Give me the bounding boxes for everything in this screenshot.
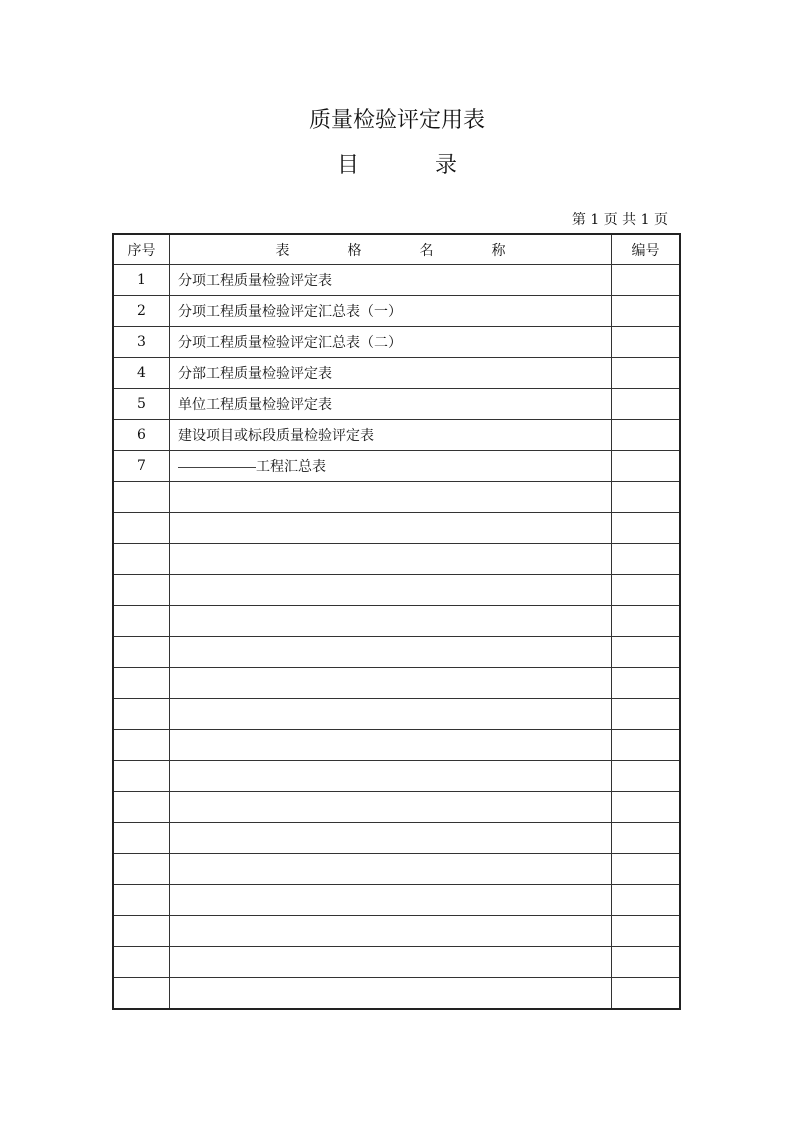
row-index: 1 [113,265,170,296]
table-row-empty [113,854,680,885]
row-index [113,947,170,978]
row-code [612,823,681,854]
subtitle-char: 录 [435,153,458,178]
row-name [170,265,612,296]
row-name-text: 分项工程质量检验评定汇总表（二） [178,335,402,351]
row-name [170,978,612,1010]
row-index [113,730,170,761]
row-code [612,730,681,761]
table-row-empty [113,730,680,761]
row-index [113,575,170,606]
row-index [113,792,170,823]
row-name [170,389,612,420]
row-name-text: 分项工程质量检验评定汇总表（一） [178,304,402,320]
row-index: 3 [113,327,170,358]
row-name-text: 分部工程质量检验评定表 [178,366,332,382]
header-name-char: 表 [275,242,290,259]
row-code [612,327,681,358]
row-code [612,296,681,327]
header-name-char: 名 [419,242,434,259]
row-name [170,668,612,699]
header-name-char: 格 [347,242,362,259]
table-row [113,389,680,420]
table-row [113,420,680,451]
table-row-empty [113,575,680,606]
table-row-empty [113,606,680,637]
row-name [170,885,612,916]
table-row [113,265,680,296]
row-name [170,296,612,327]
row-index [113,978,170,1010]
row-name [170,575,612,606]
row-index [113,854,170,885]
row-index [113,606,170,637]
header-index: 序号 [113,234,170,265]
row-code [612,947,681,978]
row-code [612,482,681,513]
table-row [113,327,680,358]
row-index [113,916,170,947]
contents-table [112,233,681,1010]
row-name-text: 分项工程质量检验评定表 [178,273,332,289]
row-code [612,978,681,1010]
row-name-text: 工程汇总表 [256,459,326,475]
row-name [170,482,612,513]
row-code [612,792,681,823]
row-name [170,761,612,792]
row-name [170,637,612,668]
row-index: 4 [113,358,170,389]
row-index: 7 [113,451,170,482]
row-code [612,544,681,575]
row-name [170,451,612,482]
table-row-empty [113,947,680,978]
row-code [612,916,681,947]
row-code [612,854,681,885]
table-row-empty [113,885,680,916]
header-name-char: 称 [491,242,506,259]
table-row-empty [113,482,680,513]
row-code [612,885,681,916]
row-name-text: 单位工程质量检验评定表 [178,397,332,413]
table-row-empty [113,544,680,575]
row-name [170,606,612,637]
row-name [170,947,612,978]
row-index [113,885,170,916]
row-code [612,606,681,637]
row-index [113,699,170,730]
subtitle-char: 目 [336,153,359,178]
row-index: 6 [113,420,170,451]
table-row-empty [113,668,680,699]
row-name [170,823,612,854]
row-index [113,544,170,575]
row-name [170,730,612,761]
header-code: 编号 [612,234,681,265]
row-code [612,575,681,606]
row-name [170,358,612,389]
table-row-empty [113,699,680,730]
row-name [170,699,612,730]
row-name-text: 建设项目或标段质量检验评定表 [178,428,374,444]
row-index [113,823,170,854]
row-index: 5 [113,389,170,420]
table-row-empty [113,978,680,1010]
document-title: 质量检验评定用表 [308,108,485,133]
row-index [113,513,170,544]
row-code [612,513,681,544]
table-row [113,296,680,327]
table-row-empty [113,637,680,668]
row-name [170,513,612,544]
table-row-empty [113,513,680,544]
row-index: 2 [113,296,170,327]
row-name [170,327,612,358]
table-row-empty [113,792,680,823]
row-code [612,761,681,792]
row-code [612,637,681,668]
row-code [612,699,681,730]
row-index [113,482,170,513]
table-row-empty [113,823,680,854]
row-index [113,761,170,792]
table-header-row [113,234,680,265]
row-name [170,854,612,885]
blank-line [178,467,256,468]
row-code [612,265,681,296]
page-info: 第 1 页 共 1 页 [571,212,668,228]
row-name [170,420,612,451]
row-name [170,544,612,575]
row-code [612,358,681,389]
row-name [170,792,612,823]
row-index [113,668,170,699]
row-name [170,916,612,947]
document-subtitle [0,148,794,179]
row-index [113,637,170,668]
row-code [612,451,681,482]
row-code [612,420,681,451]
table-row-empty [113,761,680,792]
table-row [113,358,680,389]
header-name [170,234,612,265]
row-code [612,668,681,699]
row-code [612,389,681,420]
table-row [113,451,680,482]
table-row-empty [113,916,680,947]
